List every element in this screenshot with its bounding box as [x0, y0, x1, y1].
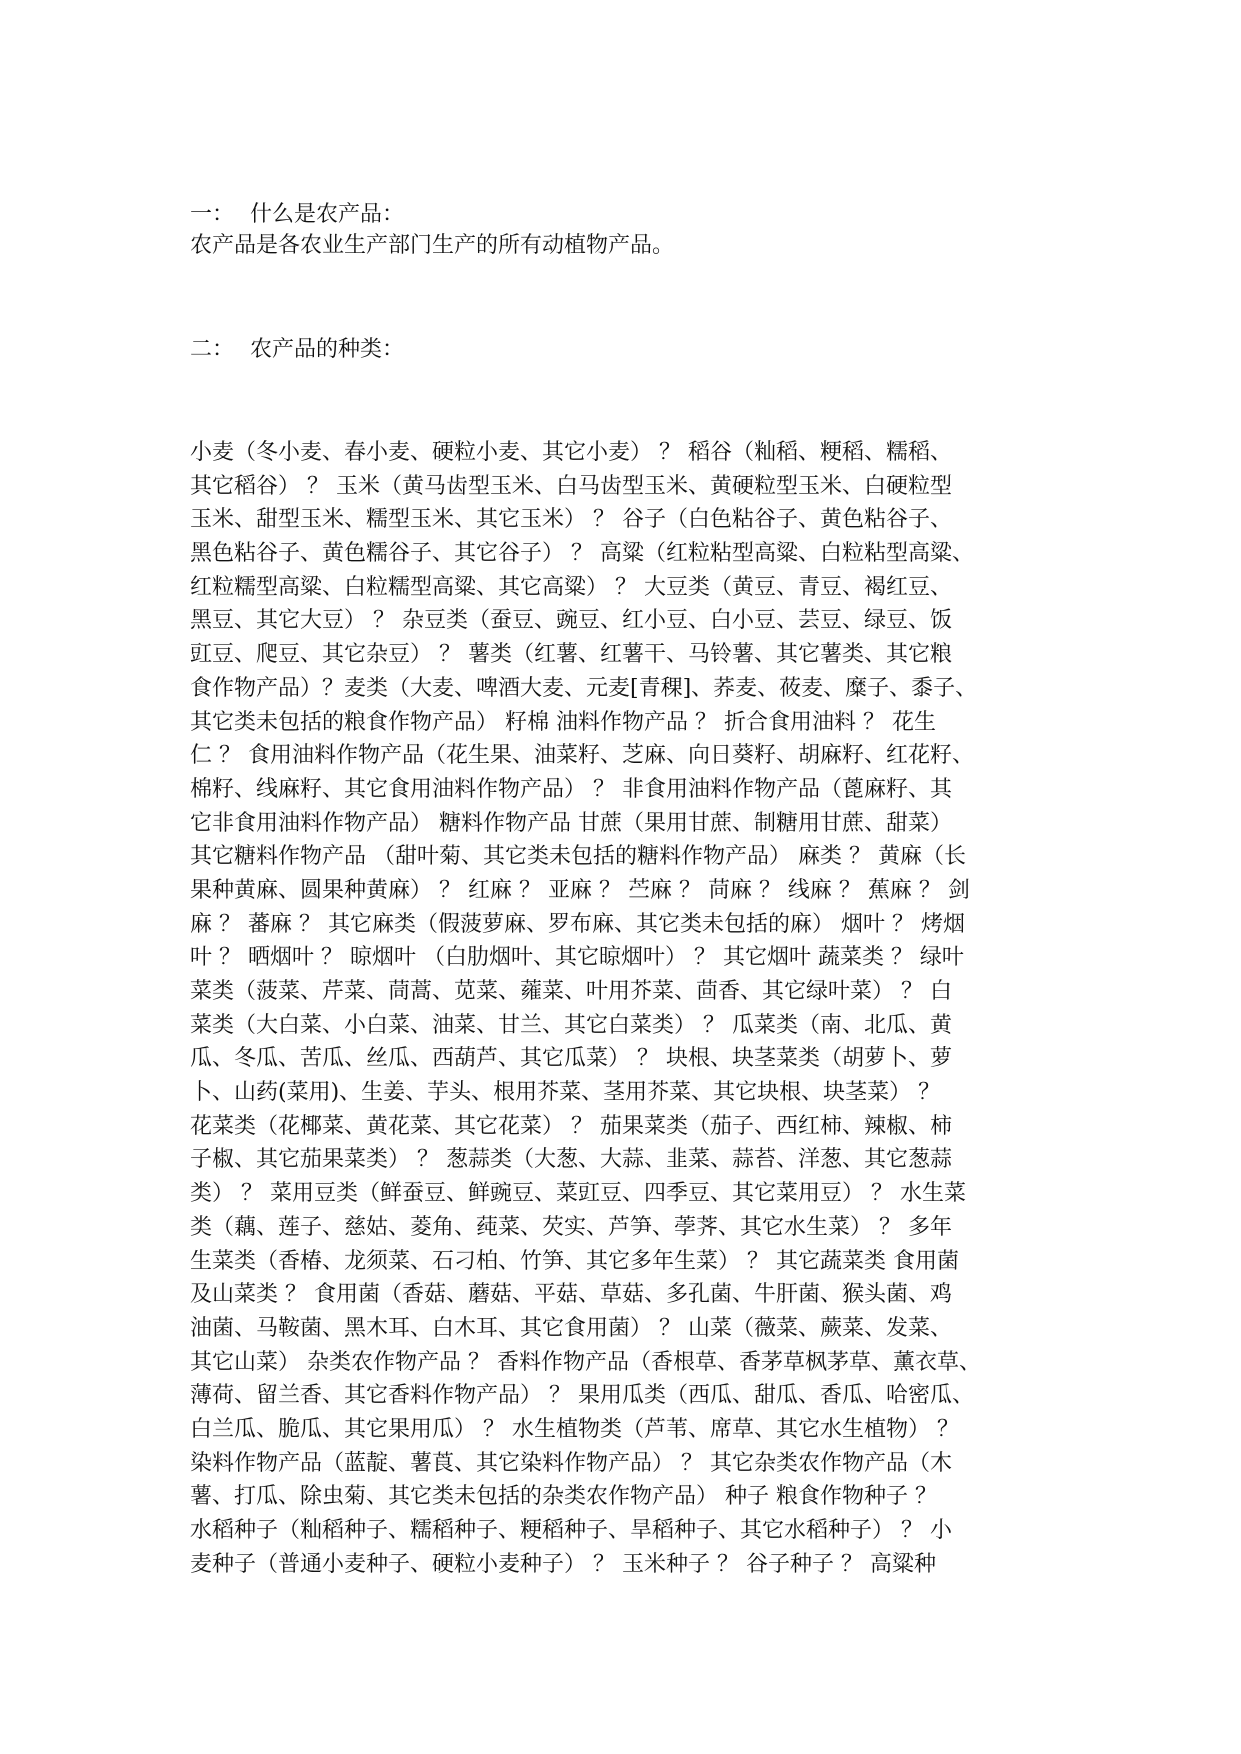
text-line: 棉籽、线麻籽、其它食用油料作物产品） ？ 非食用油料作物产品（蓖麻籽、其 — [190, 776, 952, 802]
text-line: 及山菜类 ？ 食用菌（香菇、蘑菇、平菇、草菇、多孔菌、牛肝菌、猴头菌、鸡 — [190, 1282, 952, 1308]
text-line: 子椒、其它茄果菜类） ？ 葱蒜类（大葱、大蒜、韭菜、蒜苔、洋葱、其它葱蒜 — [190, 1147, 952, 1173]
text-line: 它非食用油料作物产品） 糖料作物产品 甘蔗（果用甘蔗、制糖用甘蔗、甜菜） — [190, 810, 952, 836]
text-line: 玉米、甜型玉米、糯型玉米、其它玉米） ？ 谷子（白色粘谷子、黄色粘谷子、 — [190, 507, 952, 533]
text-line: 小麦（冬小麦、春小麦、硬粒小麦、其它小麦） ？ 稻谷（籼稻、粳稻、糯稻、 — [190, 440, 952, 465]
text-line: 瓜、冬瓜、苦瓜、丝瓜、西葫芦、其它瓜菜） ？ 块根、块茎菜类（胡萝卜、萝 — [190, 1046, 952, 1072]
text-line: 白兰瓜、脆瓜、其它果用瓜） ？ 水生植物类（芦苇、席草、其它水生植物） ？ — [190, 1416, 959, 1442]
text-line: 食作物产品）？麦类（大麦、啤酒大麦、元麦[青稞]、荞麦、莜麦、糜子、黍子、 — [190, 675, 978, 701]
text-line: 麻 ？ 蕃麻 ？ 其它麻类（假菠萝麻、罗布麻、其它类未包括的麻） 烟叶 ？ 烤烟 — [190, 911, 965, 937]
text-line: 染料作物产品（蓝靛、薯莨、其它染料作物产品） ？ 其它杂类农作物产品（木 — [190, 1450, 952, 1476]
text-line: 油菌、马鞍菌、黑木耳、白木耳、其它食用菌） ？ 山菜（薇菜、蕨菜、发菜、 — [190, 1315, 952, 1341]
text-line: 黑豆、其它大豆） ？ 杂豆类（蚕豆、豌豆、红小豆、白小豆、芸豆、绿豆、饭 — [190, 608, 952, 634]
text-line: 薄荷、留兰香、其它香料作物产品） ？ 果用瓜类（西瓜、甜瓜、香瓜、哈密瓜、 — [190, 1383, 974, 1409]
section-two-number: 二： — [190, 337, 235, 362]
text-line: 花菜类（花椰菜、黄花菜、其它花菜） ？ 茄果菜类（茄子、西红柿、辣椒、柿 — [190, 1113, 952, 1139]
text-line: 叶 ？ 晒烟叶 ？ 晾烟叶 （白肋烟叶、其它晾烟叶） ？ 其它烟叶 蔬菜类 ？ 绿叶 — [190, 945, 964, 971]
section-one-title: 什么是农产品： — [250, 202, 405, 227]
text-line: 其它类未包括的粮食作物产品） 籽棉 油料作物产品 ？ 折合食用油料 ？ 花生 — [190, 709, 936, 735]
text-line: 其它稻谷） ？ 玉米（黄马齿型玉米、白马齿型玉米、黄硬粒型玉米、白硬粒型 — [190, 473, 952, 499]
section-one-number: 一： — [190, 202, 235, 227]
section-two-title: 农产品的种类： — [250, 337, 405, 362]
section-one-definition: 农产品是各农业生产部门生产的所有动植物产品。 — [190, 233, 675, 258]
text-line: 其它山菜） 杂类农作物产品 ？ 香料作物产品（香根草、香茅草枫茅草、薰衣草、 — [190, 1349, 981, 1375]
text-line: 黑色粘谷子、黄色糯谷子、其它谷子） ？ 高粱（红粒粘型高粱、白粒粘型高粱、 — [190, 541, 974, 567]
text-line: 类（藕、莲子、慈姑、菱角、莼菜、芡实、芦笋、荸荠、其它水生菜） ？ 多年 — [190, 1214, 952, 1240]
product-categories-text — [190, 436, 1090, 1581]
text-line: 菜类（大白菜、小白菜、油菜、甘兰、其它白菜类） ？ 瓜菜类（南、北瓜、黄 — [190, 1012, 952, 1038]
text-line: 红粒糯型高粱、白粒糯型高粱、其它高粱） ？ 大豆类（黄豆、青豆、褐红豆、 — [190, 574, 952, 600]
text-line: 卜、山药(菜用)、生姜、芋头、根用芥菜、茎用芥菜、其它块根、块茎菜） ？ — [190, 1080, 941, 1106]
text-line: 豇豆、爬豆、其它杂豆） ？ 薯类（红薯、红薯干、马铃薯、其它薯类、其它粮 — [190, 642, 952, 668]
text-line: 生菜类（香椿、龙须菜、石刁柏、竹笋、其它多年生菜） ？ 其它蔬菜类 食用菌 — [190, 1248, 959, 1274]
text-line: 其它糖料作物产品 （甜叶菊、其它类未包括的糖料作物产品） 麻类 ？ 黄麻（长 — [190, 844, 966, 870]
section-one-heading — [190, 199, 404, 231]
text-line: 果种黄麻、圆果种黄麻） ？ 红麻 ？ 亚麻 ？ 苎麻 ？ 苘麻 ？ 线麻 ？ 蕉麻 ？ 剑 — [190, 877, 970, 903]
text-line: 薯、打瓜、除虫菊、其它类未包括的杂类农作物产品） 种子 粮食作物种子 ？ — [190, 1484, 937, 1510]
text-line: 菜类（菠菜、芹菜、茼蒿、苋菜、蕹菜、叶用芥菜、茴香、其它绿叶菜） ？ 白 — [190, 979, 952, 1004]
text-line: 仁 ？ 食用油料作物产品（花生果、油菜籽、芝麻、向日葵籽、胡麻籽、红花籽、 — [190, 743, 974, 769]
text-line: 类） ？ 菜用豆类（鲜蚕豆、鲜豌豆、菜豇豆、四季豆、其它菜用豆） ？ 水生菜 — [190, 1181, 966, 1207]
text-line: 水稻种子（籼稻种子、糯稻种子、粳稻种子、旱稻种子、其它水稻种子） ？ 小 — [190, 1518, 952, 1543]
text-line: 麦种子（普通小麦种子、硬粒小麦种子） ？ 玉米种子 ？ 谷子种子 ？ 高粱种 — [190, 1551, 936, 1577]
section-two-heading — [190, 334, 404, 366]
